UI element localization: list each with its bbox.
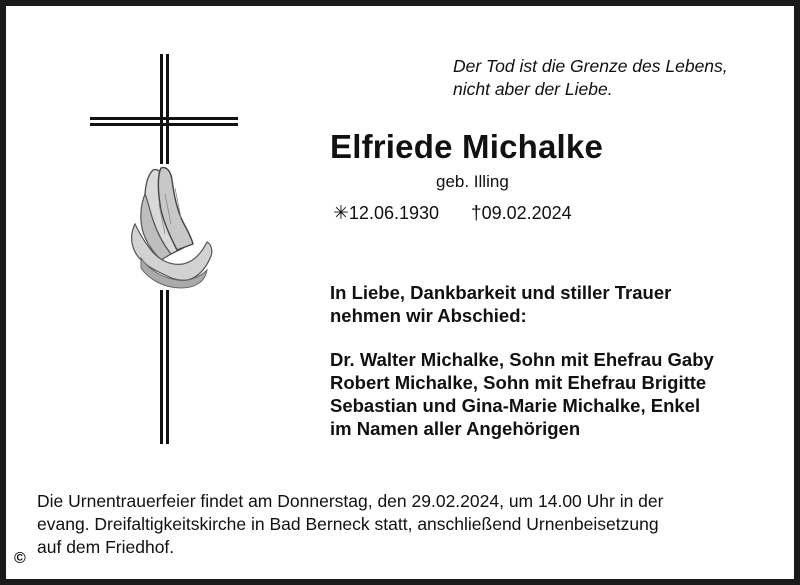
deceased-name: Elfriede Michalke: [330, 128, 604, 165]
family-line: im Namen aller Angehörigen: [330, 418, 581, 439]
birth-date: 12.06.1930: [348, 203, 440, 223]
farewell-text: [330, 281, 671, 327]
motto-quote: [453, 55, 793, 101]
funeral-line: auf dem Friedhof.: [37, 537, 175, 557]
copyright-mark: ©: [14, 550, 26, 567]
praying-hands-icon: [115, 164, 215, 290]
farewell-line: nehmen wir Abschied:: [330, 305, 527, 326]
family-line: Dr. Walter Michalke, Sohn mit Ehefrau Gaby: [330, 349, 714, 370]
life-dates: [333, 202, 572, 225]
funeral-line: evang. Dreifaltigkeitskirche in Bad Berneck statt, anschließend Urnenbeisetzung: [37, 514, 659, 534]
motto-line: nicht aber der Liebe.: [453, 79, 613, 99]
funeral-line: Die Urnentrauerfeier findet am Donnerstag, den 29.02.2024, um 14.00 Uhr in der: [37, 491, 664, 511]
birth-star-icon: ✳: [333, 203, 349, 224]
cross-icon: [90, 54, 240, 446]
death-dagger-icon: †: [471, 203, 482, 224]
farewell-line: In Liebe, Dankbarkeit und stiller Trauer: [330, 282, 672, 303]
funeral-announcement: [37, 490, 777, 559]
family-line: Sebastian und Gina-Marie Michalke, Enkel: [330, 395, 701, 416]
family-line: Robert Michalke, Sohn mit Ehefrau Brigitte: [330, 372, 707, 393]
maiden-name: geb. Illing: [436, 172, 509, 191]
family-list: [330, 348, 714, 440]
motto-line: Der Tod ist die Grenze des Lebens,: [453, 56, 728, 76]
death-date: 09.02.2024: [481, 203, 572, 223]
